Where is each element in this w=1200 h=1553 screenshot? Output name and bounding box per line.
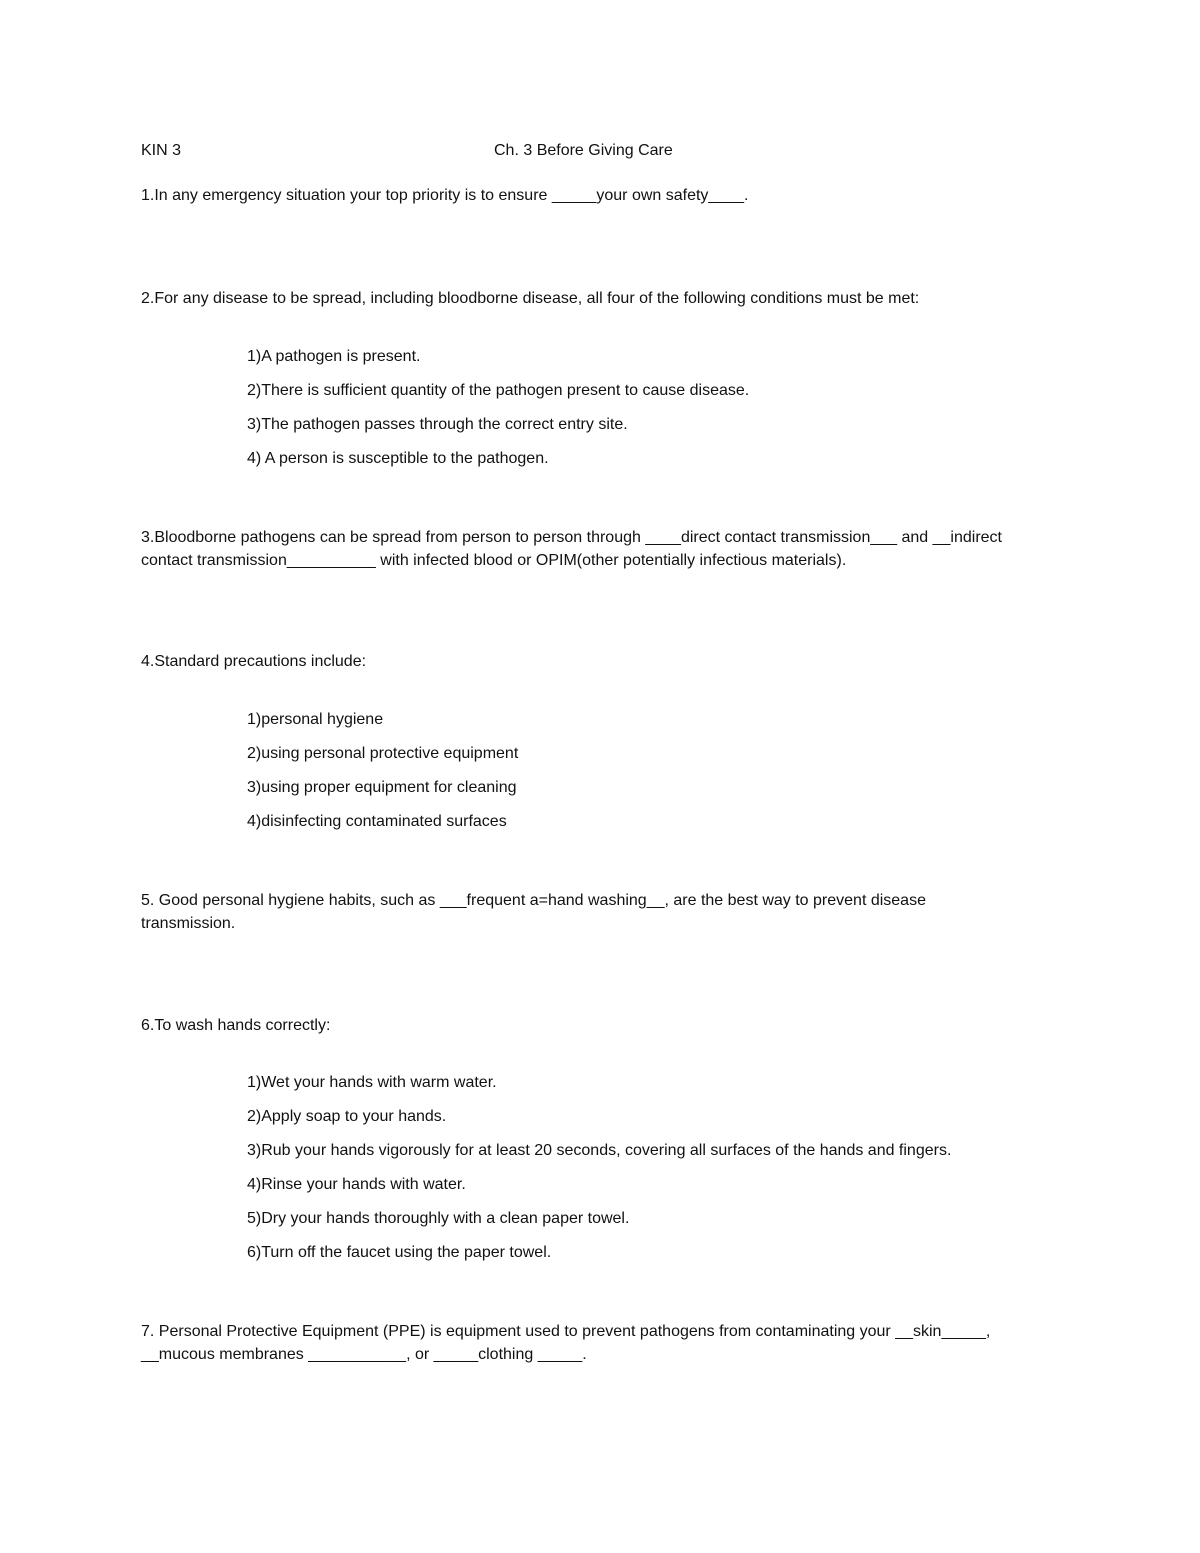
question-5-line-2: transmission.: [141, 915, 236, 932]
chapter-title: Ch. 3 Before Giving Care: [494, 142, 673, 159]
question-3-line-1: 3.Bloodborne pathogens can be spread from person to person through ____direct contact transmission___ and __indirect: [141, 529, 1002, 546]
question-2-item: 4) A person is susceptible to the pathogen.: [247, 450, 549, 467]
question-2-item: 3)The pathogen passes through the correct entry site.: [247, 416, 628, 433]
question-6-item: 1)Wet your hands with warm water.: [247, 1074, 497, 1091]
question-6-intro: 6.To wash hands correctly:: [141, 1017, 331, 1034]
question-4-item: 2)using personal protective equipment: [247, 745, 519, 762]
question-1: 1.In any emergency situation your top priority is to ensure _____your own safety____.: [141, 187, 749, 204]
question-6-item: 2)Apply soap to your hands.: [247, 1108, 447, 1125]
question-2-intro: 2.For any disease to be spread, including bloodborne disease, all four of the following conditions must be met:: [141, 290, 920, 307]
question-4-item: 1)personal hygiene: [247, 711, 384, 728]
question-6-item: 6)Turn off the faucet using the paper towel.: [247, 1244, 552, 1261]
question-2-item: 1)A pathogen is present.: [247, 348, 421, 365]
question-4-item: 4)disinfecting contaminated surfaces: [247, 813, 507, 830]
question-6-item: 4)Rinse your hands with water.: [247, 1176, 466, 1193]
question-7-line-1: 7. Personal Protective Equipment (PPE) is equipment used to prevent pathogens from contaminating your __skin_____,: [141, 1323, 991, 1340]
question-3-line-2: contact transmission__________ with infected blood or OPIM(other potentially infectious materials).: [141, 552, 847, 569]
question-6-item: 3)Rub your hands vigorously for at least 20 seconds, covering all surfaces of the hands and fingers.: [247, 1142, 952, 1159]
question-6-item: 5)Dry your hands thoroughly with a clean paper towel.: [247, 1210, 630, 1227]
question-4-intro: 4.Standard precautions include:: [141, 653, 367, 670]
question-2-item: 2)There is sufficient quantity of the pathogen present to cause disease.: [247, 382, 750, 399]
course-title: KIN 3: [141, 142, 182, 159]
question-5-line-1: 5. Good personal hygiene habits, such as ___frequent a=hand washing__, are the best way to prevent disease: [141, 892, 926, 909]
question-7-line-2: __mucous membranes ___________, or _____clothing _____.: [141, 1346, 587, 1363]
question-4-item: 3)using proper equipment for cleaning: [247, 779, 517, 796]
